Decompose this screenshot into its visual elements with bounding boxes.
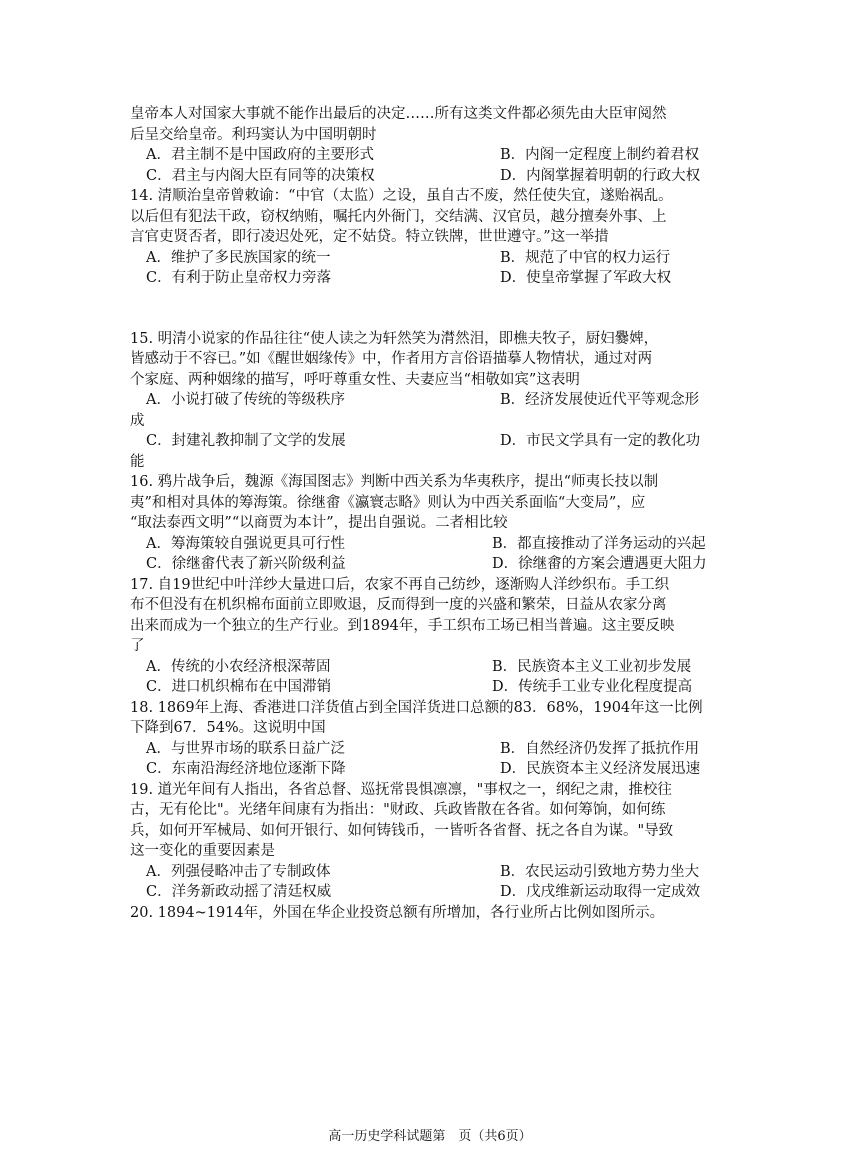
question-18-options-row-2 xyxy=(130,759,730,780)
question-20 xyxy=(130,903,730,924)
blank-gap xyxy=(130,289,730,329)
question-19-stem-line-1: 19. 道光年间有人指出，各省总督、巡抚常畏惧凛凛，"事权之一，纲纪之肃，推校往 xyxy=(130,781,672,798)
question-17-stem-line-4: 了 xyxy=(130,638,145,654)
page-footer: 高一历史学科试题第 页（共6页） xyxy=(328,1129,532,1144)
question-18-stem-line-2: 下降到67．54%。这说明中国 xyxy=(130,720,326,736)
question-15-stem-line-3: 个家庭、两种姻缘的描写，呼吁尊重女性、夫妻应当“相敬如宾”这表明 xyxy=(130,371,580,388)
question-16-stem-line-2: 夷”和相对具体的筹海策。徐继畬《瀛寰志略》则认为中西关系面临“大变局”，应 xyxy=(130,494,646,511)
question-14-stem-line-3: 言官吏贤否者，即行凌迟处死，定不姑贷。特立铁牌，世世遵守。”这一举措 xyxy=(130,229,609,245)
question-18-option-c: C．东南沿海经济地位逐渐下降 xyxy=(146,761,346,777)
question-19-option-a: A．列强侵略冲击了专制政体 xyxy=(146,863,331,880)
question-18 xyxy=(130,698,730,780)
question-15-option-b: B．经济发展使近代平等观念形 xyxy=(500,392,700,408)
question-content xyxy=(130,104,730,923)
question-18-options-row-1 xyxy=(130,739,730,760)
question-17-options-row-1 xyxy=(130,657,730,678)
question-17-stem-line-1: 17. 自19世纪中叶洋纱大量进口后，农家不再自己纺纱，逐渐购人洋纱织布。手工织 xyxy=(130,576,670,593)
question-14-option-c: C．有利于防止皇帝权力旁落 xyxy=(146,270,332,286)
question-15-options-row-2 xyxy=(130,431,730,452)
question-17-option-d: D．传统手工业专业化程度提高 xyxy=(492,679,693,695)
question-18-stem-line-1: 18. 1869年上海、香港进口洋货值占到全国洋货进口总额的83．68%，1904年这一比例 xyxy=(130,699,703,716)
question-13 xyxy=(130,104,730,186)
question-16-options-row-1 xyxy=(130,534,730,555)
question-14 xyxy=(130,186,730,289)
question-18-option-b: B．自然经济仍发挥了抵抗作用 xyxy=(500,740,700,757)
question-14-option-a: A．维护了多民族国家的统一 xyxy=(146,249,331,266)
question-17-option-a: A．传统的小农经济根深蒂固 xyxy=(146,658,331,675)
question-16-stem-line-3: “取法泰西文明”“以商贾为本计”，提出自强说。二者相比较 xyxy=(130,515,508,531)
question-19-stem-line-4: 这一变化的重要因素是 xyxy=(130,843,275,859)
question-15-option-d: D．市民文学具有一定的教化功 xyxy=(500,433,701,449)
question-19-stem-line-3: 兵，如何开军械局、如何开银行、如何铸钱币，一皆听各省督、抚之各自为谋。"导致 xyxy=(130,822,674,839)
question-13-option-b: B．内阁一定程度上制约着君权 xyxy=(500,147,700,163)
question-19 xyxy=(130,780,730,903)
question-20-stem-line-1: 20. 1894~1914年，外国在华企业投资总额有所增加，各行业所占比例如图所示。 xyxy=(130,904,665,921)
question-15 xyxy=(130,329,730,473)
question-19-options-row-1 xyxy=(130,862,730,883)
question-17-stem-line-3: 出来而成为一个独立的生产行业。到1894年，手工织布工场已相当普遍。这主要反映 xyxy=(130,617,675,634)
question-16-option-b: B．都直接推动了洋务运动的兴起 xyxy=(492,535,706,552)
question-16-option-c: C．徐继畬代表了新兴阶级利益 xyxy=(146,556,346,572)
question-17-stem-line-2: 布不但没有在机织棉布面前立即败退，反而得到一度的兴盛和繁荣，日益从农家分离 xyxy=(130,597,667,613)
question-18-option-a: A．与世界市场的联系日益广泛 xyxy=(146,740,345,757)
question-19-option-b: B．农民运动引致地方势力坐大 xyxy=(500,863,700,880)
question-19-stem-line-2: 古，无有伦比"。光绪年间康有为指出："财政、兵政皆散在各省。如何筹饷，如何练 xyxy=(130,802,666,818)
question-19-option-c: C．洋务新政动摇了清廷权威 xyxy=(146,884,332,900)
question-17-option-b: B．民族资本主义工业初步发展 xyxy=(492,658,692,675)
question-15-option-c: C．封建礼教抑制了文学的发展 xyxy=(146,433,346,449)
question-13-option-a: A．君主制不是中国政府的主要形式 xyxy=(146,147,374,163)
question-15-stem-line-1: 15. 明清小说家的作品往往“使人读之为轩然笑为潸然泪，即樵夫牧子，厨妇爨婢， xyxy=(130,330,659,347)
question-14-option-b: B．规范了中官的权力运行 xyxy=(500,249,671,266)
question-17-option-c: C．进口机织棉布在中国滞销 xyxy=(146,679,332,695)
question-14-options-row-1 xyxy=(130,248,730,269)
question-16-option-a: A．筹海策较自强说更具可行性 xyxy=(146,535,345,552)
question-13-stem-line-1: 皇帝本人对国家大事就不能作出最后的决定……所有这类文件都必须先由大臣审阅然 xyxy=(130,106,667,122)
question-16-option-d: D．徐继畬的方案会遭遇更大阻力 xyxy=(492,556,707,572)
question-15-option-b-continuation: 成 xyxy=(130,412,145,429)
question-17-options-row-2 xyxy=(130,677,730,698)
question-13-option-d: D．内阁掌握着明朝的行政大权 xyxy=(500,167,701,184)
question-13-stem-line-2: 后呈交给皇帝。利玛窦认为中国明朝时 xyxy=(130,126,377,143)
question-15-option-a: A．小说打破了传统的等级秩序 xyxy=(146,392,345,408)
question-17 xyxy=(130,575,730,698)
question-13-option-c: C．君主与内阁大臣有同等的决策权 xyxy=(146,167,375,184)
question-16-options-row-2 xyxy=(130,554,730,575)
question-15-stem-line-2: 皆感动于不容已。”如《醒世姻缘传》中，作者用方言俗语描摹人物情状，通过对两 xyxy=(130,351,653,367)
question-13-options-row-2 xyxy=(130,166,730,187)
question-19-option-d: D．戊戌维新运动取得一定成效 xyxy=(500,884,701,900)
question-14-stem-line-1: 14. 清顺治皇帝曾敕谕：“中官（太监）之设，虽自古不废，然任使失宜，遂贻祸乱。 xyxy=(130,188,673,204)
question-16 xyxy=(130,472,730,575)
question-15-options-row-1 xyxy=(130,390,730,411)
question-14-stem-line-2: 以后但有犯法干政，窃权纳贿，嘱托内外衙门，交结满、汉官员，越分擅奏外事、上 xyxy=(130,208,667,225)
question-13-options-row-1 xyxy=(130,145,730,166)
question-19-options-row-2 xyxy=(130,882,730,903)
question-16-stem-line-1: 16. 鸦片战争后，魏源《海国图志》判断中西关系为华夷秩序，提出“师夷长技以制 xyxy=(130,474,659,490)
question-14-options-row-2 xyxy=(130,268,730,289)
question-18-option-d: D．民族资本主义经济发展迅速 xyxy=(500,761,701,777)
question-15-option-d-continuation: 能 xyxy=(130,453,145,470)
question-14-option-d: D．使皇帝掌握了军政大权 xyxy=(500,270,672,286)
